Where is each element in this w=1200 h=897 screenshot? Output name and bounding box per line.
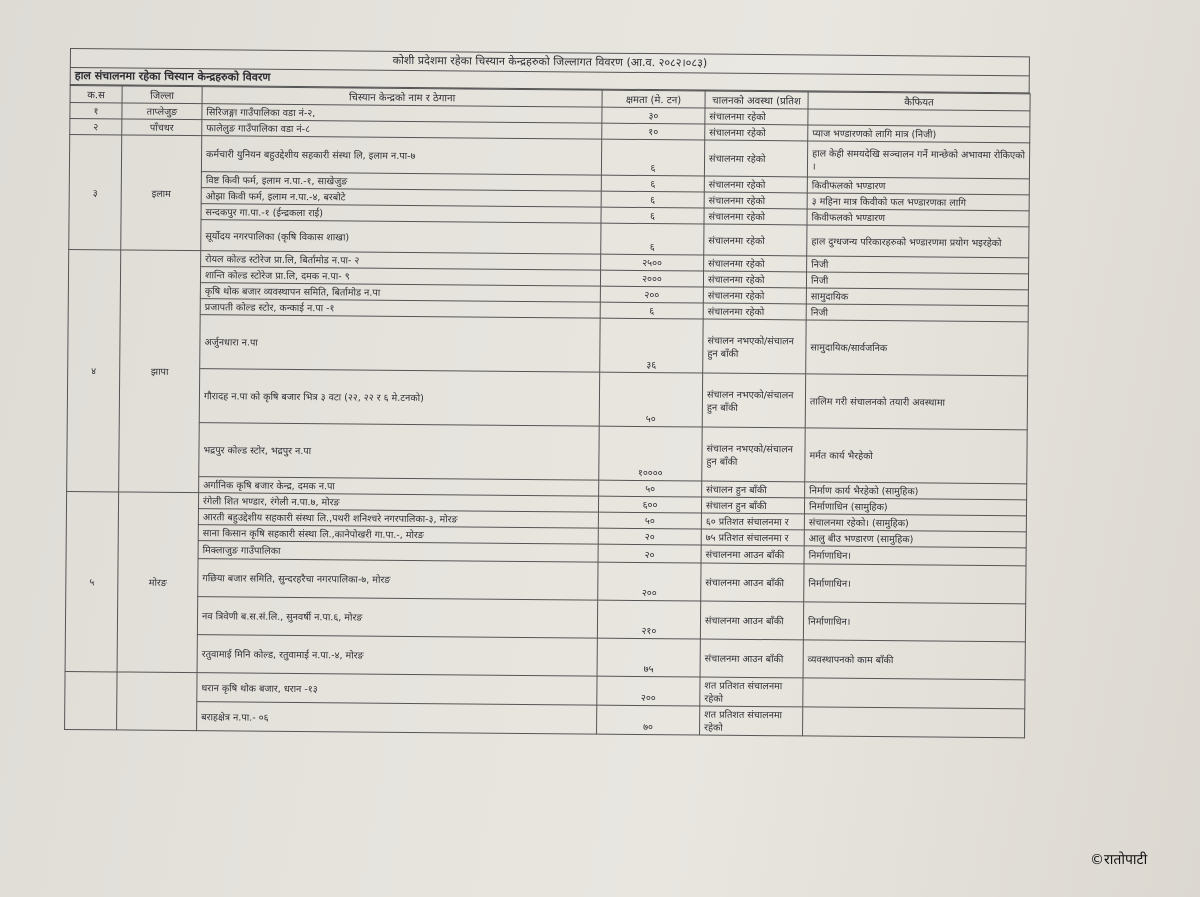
cell-capacity: १०००० [599,426,702,481]
cell-capacity: ५० [599,372,702,427]
cell-sn [65,671,118,729]
cell-capacity: २०० [598,562,701,601]
cell-district [117,672,198,731]
cell-status: संचालनमा आउन बाँकी [701,545,804,564]
cell-district: झापा [119,250,201,493]
cell-name: अर्गानिक कृषि बजार केन्द्र, दमक न.पा [199,477,599,496]
cell-name: सन्दकपुर गा.पा.-१ (ईन्द्रकला राई) [201,204,601,223]
cell-status: संचालनमा रहेको [704,255,807,272]
cell-remarks: निर्माण कार्य भैरहेको (सामुहिक) [805,482,1027,500]
cell-remarks: संचालनमा रहेको। (सामुहिक) [804,514,1026,532]
cell-capacity: ५० [599,480,702,497]
cell-name: ओझा किवी फर्म, इलाम न.पा.-४, बरबोटे [201,188,601,207]
cell-remarks: तालिम गरी संचालनको तयारी अवस्थामा [805,374,1027,430]
cell-capacity: ६ [601,191,704,208]
document-title: कोशी प्रदेशमा रहेका चिस्यान केन्द्रहरुको जिल्लागत विवरण (आ.व. २०८२।०८३) [70,48,1030,76]
cell-name: रंगेली शित भण्डार, रंगेली न.पा.७, मोरङ [198,493,598,512]
cell-status: संचालनमा रहेको [704,140,807,177]
cell-district: पाँचथर [122,119,202,136]
cell-status: शत प्रतिशत संचालनमा रहेको [700,677,803,707]
cell-status: संचालन नभएको/संचालन हुन बाँकी [703,319,806,374]
cell-name: अर्जुनधारा न.पा [200,315,600,372]
header-sn: क.स [70,86,122,103]
header-district: जिल्ला [122,86,202,104]
cell-remarks: हाल दुग्धजन्य परिकारहरुको भण्डारणमा प्रयोग भइरहेको [807,225,1029,258]
cell-name: गौरादह न.पा को कृषि बजार भित्र ३ वटा (२२, २२ र ६ मे.टनको) [199,369,599,426]
cell-name: साना किसान कृषि सहकारी संस्था लि.,कानेपोखरी गा.पा.-, मोरङ [198,525,598,544]
header-name: चिस्यान केन्द्रको नाम र ठेगाना [202,87,602,107]
cell-remarks: प्याज भण्डारणको लागि मात्र (निजी) [808,125,1030,143]
cell-capacity: २१० [597,600,700,639]
cell-capacity: २०० [600,286,703,303]
cell-remarks: निजी [806,304,1028,322]
cell-district: ताप्लेजुङ [122,103,202,120]
cell-remarks [803,678,1025,709]
cell-sn: ४ [67,249,121,491]
cell-remarks: ३ महिना मात्र किवीको फल भण्डारणका लागि [807,193,1029,211]
cell-capacity: ६०० [598,496,701,513]
cell-capacity: २० [598,528,701,545]
cell-status: संचालनमा आउन बाँकी [700,601,803,640]
cell-capacity: ६ [601,223,704,255]
cell-sn: ३ [69,135,122,250]
cell-capacity: ६ [601,207,704,224]
cell-capacity: २०० [597,676,700,706]
table-row [67,421,1027,483]
cell-capacity: ३० [602,107,705,124]
cell-status: संचालनमा रहेको [704,192,807,209]
cell-name: कर्मचारी युनियन बहुउद्देशीय सहकारी संस्था लि, इलाम न.पा-७ [201,136,601,175]
cell-status: संचालनमा रहेको [705,124,808,141]
cell-name: रोयल कोल्ड स्टोरेज प्रा.लि, बिर्तामोड न.पा- २ [201,251,601,270]
cell-remarks [808,109,1030,127]
cell-district: मोरङ [117,492,199,673]
cell-sn: २ [70,119,122,135]
cell-name: सूर्योदय नगरपालिका (कृषि विकास शाखा) [201,220,601,254]
cell-capacity: ७५ [597,638,700,677]
cell-status: संचालन नभएको/संचालन हुन बाँकी [702,373,805,428]
cell-capacity: ६ [601,175,704,192]
cell-status: संचालनमा रहेको [703,303,806,320]
cell-name: धरान कृषि थोक बजार, धरान -१३ [197,673,597,705]
cell-sn: ५ [65,491,119,671]
cell-remarks: निजी [806,272,1028,290]
cell-name: बराहक्षेत्र न.पा.- ०६ [197,702,597,734]
cell-status: संचालन नभएको/संचालन हुन बाँकी [702,427,805,482]
cell-status: संचालनमा रहेको [703,287,806,304]
cell-remarks: मर्मत कार्य भैरहेको [805,428,1027,484]
cell-name: प्रजापती कोल्ड स्टोर, कन्काई न.पा -१ [200,299,600,318]
cell-status: ७५ प्रतिशत संचालनमा र [701,529,804,546]
cell-status: शत प्रतिशत संचालनमा रहेको [700,706,803,736]
cell-name: सिरिजङ्गा गाउँपालिका वडा नं-२, [202,104,602,123]
cell-capacity: २० [598,544,701,563]
cell-remarks: किवीफलको भण्डारण [807,209,1029,227]
header-capacity: क्षमता (मे. टन) [602,90,705,108]
cell-name: आरती बहुउद्देशीय सहकारी संस्था लि.,पथरी शनिश्चरे नगरपालिका-३, मोरङ [198,509,598,528]
cell-remarks: हाल केही समयदेखि सञ्चालन गर्ने मान्छेको अभावमा रोकिएको । [807,141,1029,179]
cell-remarks: निर्माणाधिन (सामुहिक) [804,498,1026,516]
cell-status: संचालन हुन बाँकी [702,481,805,498]
watermark: ©रातोपाटी [1090,852,1148,868]
cell-name: नव त्रिवेणी ब.स.सं.लि., सुनवर्षी न.पा.६, मोरङ [197,597,597,638]
document-sheet [64,48,1030,738]
cell-capacity: ६ [601,139,704,176]
cell-name: शान्ति कोल्ड स्टोरेज प्रा.लि, दमक न.पा- ९ [200,267,600,286]
cell-name: मिक्लाजुङ गाउँपालिका [198,541,598,562]
table-row [68,313,1028,375]
cell-status: ६० प्रतिशत संचालनमा र [701,513,804,530]
cell-district: इलाम [121,135,202,251]
cold-storage-table [64,85,1031,738]
cell-name: भद्रपुर कोल्ड स्टोर, भद्रपुर न.पा [199,423,599,480]
cell-name: कृषि थोक बजार व्यवस्थापन समिति, बिर्तामोड न.पा [200,283,600,302]
cell-remarks: निजी [807,256,1029,274]
header-status: चालनको अवस्था (प्रतिश [705,91,808,109]
cell-status: संचालनमा रहेको [704,208,807,225]
cell-capacity: २००० [600,270,703,287]
table-row [67,367,1027,429]
cell-capacity: ६ [600,302,703,319]
cell-sn: १ [70,103,122,119]
cell-capacity: ७० [597,705,700,735]
cell-remarks: सामुदायिक [806,288,1028,306]
cell-remarks: किवीफलको भण्डारण [807,177,1029,195]
header-remarks: कैफियत [808,92,1030,111]
cell-remarks: निर्माणाधिन। [804,564,1026,604]
cell-status: संचालनमा रहेको [703,271,806,288]
cell-capacity: १० [602,123,705,140]
cell-status: संचालनमा रहेको [704,224,807,256]
document-subtitle: हाल संचालनमा रहेका चिस्यान केन्द्रहरुको विवरण [70,68,1030,93]
cell-name: विष्ट किवी फर्म, इलाम न.पा.-१, साखेजुङ [201,172,601,191]
cell-capacity: ३६ [600,318,703,373]
cell-name: रतुवामाई मिनि कोल्ड, रतुवामाई न.पा.-४, मोरङ [197,635,597,676]
table-body [65,103,1030,738]
cell-remarks: निर्माणाधिन। [804,546,1026,566]
cell-name: गछिया बजार समिति, सुन्दरहरैचा नगरपालिका-७, मोरङ [198,559,598,600]
cell-status: संचालनमा रहेको [705,108,808,125]
cell-remarks [803,707,1025,738]
cell-remarks: व्यवस्थापनको काम बाँकी [803,640,1025,680]
cell-remarks: आलु बीउ भण्डारण (सामुहिक) [804,530,1026,548]
cell-remarks: निर्माणाधिन। [803,602,1025,642]
cell-capacity: २५०० [601,254,704,271]
cell-remarks: सामुदायिक/सार्वजनिक [806,320,1028,376]
cell-status: संचालनमा आउन बाँकी [700,639,803,678]
cell-status: संचालनमा आउन बाँकी [701,563,804,602]
cell-status: संचालन हुन बाँकी [701,497,804,514]
cell-status: संचालनमा रहेको [704,176,807,193]
cell-name: फालेलुङ गाउँपालिका वडा नं-८ [202,120,602,139]
cell-capacity: ५० [598,512,701,529]
